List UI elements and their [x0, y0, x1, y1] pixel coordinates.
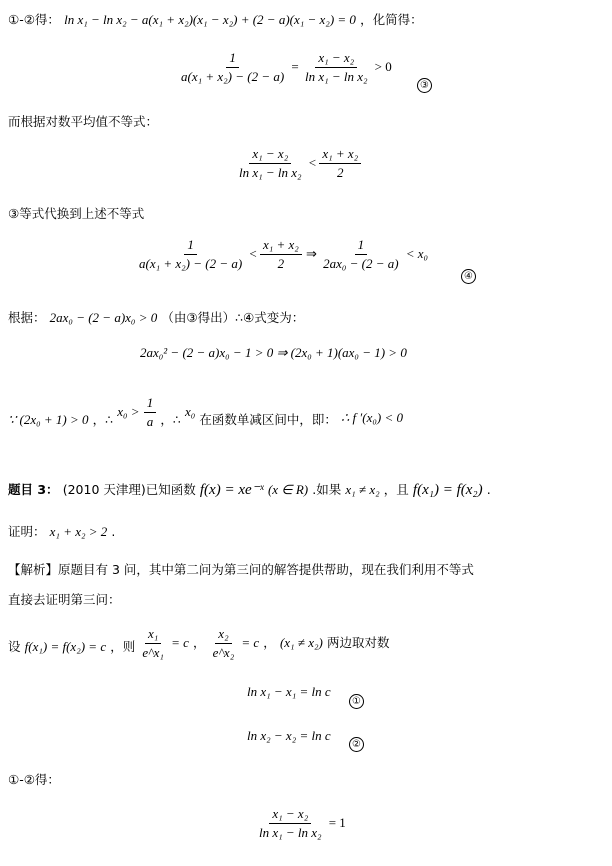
equation-2: ln x₂ − x₂ = ln c	[247, 728, 331, 743]
fraction: $\frac{\text{x₁ − x₂}}{\text{ln x₁ − ln x₂}}$	[259, 806, 322, 840]
step-subtract-line	[8, 10, 423, 28]
fraction: $\frac{\text{x₁}}{\text{e\textasciicircum{}x₁}}$	[142, 626, 164, 660]
equation-4: $\frac{1}{\text{a(x₁ + x₂) − (2 − a)}}$ < $\frac{\text{x₁ + x₂}}{2}$ ⇒ $\frac{1}{\text{2ax₀ − (2 − a)}}$ < x₀	[136, 237, 428, 272]
fraction: $\frac{\text{x₁ − x₂}}{\text{ln x₁ − ln x₂}}$	[239, 146, 302, 180]
condition-line: 根据： 2ax₀ − (2 − a)x₀ > 0 （由③得出）∴④式变为：	[8, 310, 305, 325]
analysis-paragraph-cont: 直接去证明第三问：	[8, 592, 121, 607]
fraction: $\frac{1}{\text{a(x₁ + x₂) − (2 − a)}}$	[139, 237, 243, 271]
subtract-line: ①-②得：	[8, 772, 60, 787]
setup-line: 设 f(x₁) = f(x₂) = c ，则 $\frac{\text{x₁}}{\text{e\textasciicircum{}x₁}}$ = c ， $\frac{\text{x₂}}{\text{e\textasciicircum{}x₂}}$ = c ， (x₁ ≠ x₂) 两边取对数	[8, 626, 390, 660]
substitution-intro: ③等式代换到上述不等式	[8, 206, 145, 221]
step-label: ①-②得：	[8, 12, 60, 27]
fraction: $\frac{1}{\text{2ax₀ − (2 − a)}}$	[323, 237, 399, 271]
quadratic-inequality: 2ax₀² − (2 − a)x₀ − 1 > 0 ⇒ (2x₀ + 1)(ax₀ − 1) > 0	[140, 345, 407, 360]
equation-3: $\frac{1}{\text{a(x₁ + x₂) − (2 − a)}}$ = $\frac{\text{x₁ − x₂}}{\text{ln x₁ − ln x₂}}$ > 0	[178, 50, 392, 85]
final-equation: $\frac{\text{x₁ − x₂}}{\text{ln x₁ − ln x₂}}$ = 1	[256, 806, 346, 841]
equation-mark-1: ①	[349, 694, 364, 709]
step-suffix: ，化简得：	[360, 12, 423, 27]
equation-1: ln x₁ − x₁ = ln c	[247, 684, 331, 699]
conclusion-line: ∵ (2x₀ + 1) > 0 ，∴ x₀ > $\frac{1}{a}$ ，∴ x₀ 在函数单减区间中，即： ∴ f ′(x₀) < 0	[8, 395, 403, 429]
prove-line: 证明： x₁ + x₂ > 2 .	[8, 524, 116, 539]
fraction: $\frac{\text{x₁ + x₂}}{2}$	[260, 237, 302, 272]
fraction: $\frac{\text{x₁ − x₂}}{\text{ln x₁ − ln x₂}}$	[304, 50, 368, 84]
analysis-paragraph: 【解析】原题目有 3 问，其中第二问为第三问的解答提供帮助，现在我们利用不等式	[8, 562, 474, 577]
fraction: $\frac{\text{x₁ + x₂}}{2}$	[319, 146, 361, 181]
fraction: $\frac{\text{x₂}}{\text{e\textasciicircum{}x₂}}$	[212, 626, 235, 660]
fraction: $\frac{1}{a}$	[144, 395, 157, 430]
equation-mark-4: ④	[461, 269, 476, 284]
log-mean-intro: 而根据对数平均值不等式：	[8, 114, 159, 129]
fraction: $\frac{1}{\text{a(x₁ + x₂) − (2 − a)}}$	[181, 50, 285, 84]
equation: ln x₁ − ln x₂ − a(x₁ + x₂)(x₁ − x₂) + (2 − a)(x₁ − x₂) = 0	[64, 12, 356, 27]
equation-mark-2: ②	[349, 737, 364, 752]
problem-3: 题目 3： (2010 天津理)已知函数 f(x) = xe⁻ˣ (x ∈ R) .如果 x₁ ≠ x₂ ，且 f(x₁) = f(x₂) .	[8, 482, 491, 498]
log-mean-inequality: $\frac{\text{x₁ − x₂}}{\text{ln x₁ − ln x₂}}$ < $\frac{\text{x₁ + x₂}}{2}$	[236, 146, 361, 181]
equation-mark-3: ③	[417, 78, 432, 93]
problem-label: 题目 3：	[8, 482, 59, 497]
